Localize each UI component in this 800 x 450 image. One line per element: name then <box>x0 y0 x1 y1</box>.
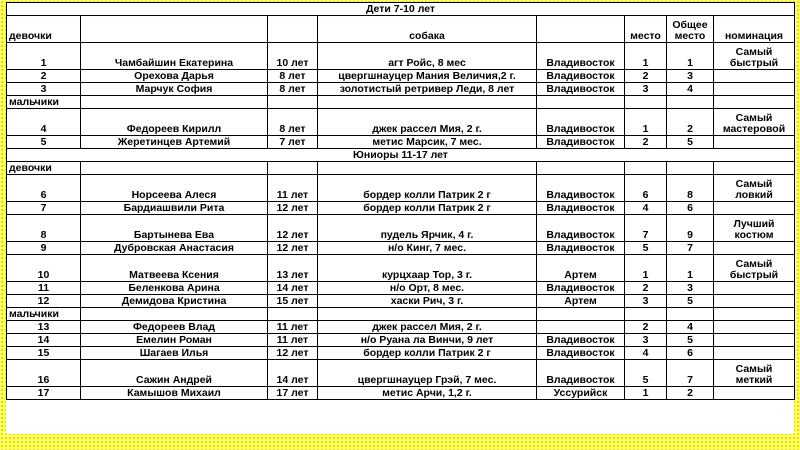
col-name: Демидова Кристина <box>81 295 268 308</box>
col-overall-place <box>667 96 714 109</box>
col-number: 6 <box>7 175 81 202</box>
col-nomination: Лучший костюм <box>714 215 795 242</box>
col-dog: джек рассел Мия, 2 г. <box>318 109 537 136</box>
col-place: 1 <box>625 387 667 400</box>
table-row <box>7 360 795 387</box>
col-overall-place: 3 <box>667 70 714 83</box>
col-city <box>537 96 625 109</box>
col-name: Камышов Михаил <box>81 387 268 400</box>
section-header-row <box>7 3 795 16</box>
col-number: 5 <box>7 136 81 149</box>
col-number: мальчики <box>7 308 81 321</box>
col-overall-place: 5 <box>667 136 714 149</box>
col-name: Бартынева Ева <box>81 215 268 242</box>
section-title: Юниоры 11-17 лет <box>7 149 795 162</box>
col-overall-place: 4 <box>667 321 714 334</box>
col-city: Артем <box>537 295 625 308</box>
col-name: Жеретинцев Артемий <box>81 136 268 149</box>
col-age: 11 лет <box>268 321 318 334</box>
col-city: Владивосток <box>537 282 625 295</box>
col-age: 13 лет <box>268 255 318 282</box>
col-place: 2 <box>625 282 667 295</box>
col-name: Федореев Влад <box>81 321 268 334</box>
col-place <box>625 162 667 175</box>
col-dog: бордер колли Патрик 2 г <box>318 202 537 215</box>
col-overall-place: 1 <box>667 255 714 282</box>
table-row <box>7 242 795 255</box>
table-row <box>7 347 795 360</box>
col-nomination <box>714 347 795 360</box>
col-number: 4 <box>7 109 81 136</box>
col-city: Владивосток <box>537 347 625 360</box>
col-number: 13 <box>7 321 81 334</box>
col-age: 12 лет <box>268 202 318 215</box>
col-number: 16 <box>7 360 81 387</box>
col-dog: хаски Рич, 3 г. <box>318 295 537 308</box>
table-row <box>7 255 795 282</box>
col-number: девочки <box>7 16 81 43</box>
col-dog: курцхаар Тор, 3 г. <box>318 255 537 282</box>
col-city: Владивосток <box>537 43 625 70</box>
col-place: 4 <box>625 202 667 215</box>
col-dog: золотистый ретривер Леди, 8 лет <box>318 83 537 96</box>
col-name: Матвеева Ксения <box>81 255 268 282</box>
col-dog: агт Ройс, 8 мес <box>318 43 537 70</box>
col-dog: джек рассел Мия, 2 г. <box>318 321 537 334</box>
col-age <box>268 308 318 321</box>
section-title: Дети 7-10 лет <box>7 3 795 16</box>
col-place: место <box>625 16 667 43</box>
col-place: 3 <box>625 295 667 308</box>
table-row <box>7 109 795 136</box>
col-dog: метис Арчи, 1,2 г. <box>318 387 537 400</box>
col-place: 3 <box>625 83 667 96</box>
col-place: 1 <box>625 109 667 136</box>
col-age: 11 лет <box>268 175 318 202</box>
col-overall-place: 3 <box>667 282 714 295</box>
col-nomination: номинация <box>714 16 795 43</box>
col-nomination <box>714 162 795 175</box>
col-name: Орехова Дарья <box>81 70 268 83</box>
col-number: 2 <box>7 70 81 83</box>
col-dog: пудель Ярчик, 4 г. <box>318 215 537 242</box>
col-city: Владивосток <box>537 70 625 83</box>
col-city <box>537 162 625 175</box>
col-nomination <box>714 295 795 308</box>
col-city: Уссурийск <box>537 387 625 400</box>
col-name: Дубровская Анастасия <box>81 242 268 255</box>
col-city <box>537 321 625 334</box>
col-age: 8 лет <box>268 109 318 136</box>
col-dog: н/о Кинг, 7 мес. <box>318 242 537 255</box>
col-nomination: Самый мастеровой <box>714 109 795 136</box>
col-nomination: Самый ловкий <box>714 175 795 202</box>
col-age: 12 лет <box>268 347 318 360</box>
col-overall-place: 6 <box>667 347 714 360</box>
col-nomination: Самый быстрый <box>714 43 795 70</box>
col-age: 8 лет <box>268 70 318 83</box>
group-label-row <box>7 162 795 175</box>
section-header-row <box>7 149 795 162</box>
col-city: Владивосток <box>537 242 625 255</box>
col-nomination: Самый меткий <box>714 360 795 387</box>
col-nomination <box>714 202 795 215</box>
col-nomination <box>714 387 795 400</box>
col-dog: бордер колли Патрик 2 г <box>318 347 537 360</box>
col-number: 1 <box>7 43 81 70</box>
col-nomination <box>714 136 795 149</box>
col-dog: н/о Руана ла Винчи, 9 лет <box>318 334 537 347</box>
table-row <box>7 43 795 70</box>
col-age: 11 лет <box>268 334 318 347</box>
col-number: 17 <box>7 387 81 400</box>
col-place: 6 <box>625 175 667 202</box>
col-place <box>625 308 667 321</box>
table-row <box>7 202 795 215</box>
group-label-row <box>7 308 795 321</box>
column-header-row <box>7 16 795 43</box>
col-dog: собака <box>318 16 537 43</box>
col-city <box>537 308 625 321</box>
col-overall-place: 8 <box>667 175 714 202</box>
col-overall-place <box>667 308 714 321</box>
results-table-body <box>7 3 795 400</box>
col-number: 12 <box>7 295 81 308</box>
table-row <box>7 321 795 334</box>
col-number: девочки <box>7 162 81 175</box>
col-age: 12 лет <box>268 242 318 255</box>
results-table <box>6 2 795 400</box>
col-place: 5 <box>625 360 667 387</box>
col-name: Бардиашвили Рита <box>81 202 268 215</box>
col-dog: цвергшнауцер Мания Величия,2 г. <box>318 70 537 83</box>
col-city: Владивосток <box>537 202 625 215</box>
col-number: 11 <box>7 282 81 295</box>
col-place: 5 <box>625 242 667 255</box>
col-number: 3 <box>7 83 81 96</box>
col-age: 8 лет <box>268 83 318 96</box>
col-place: 2 <box>625 70 667 83</box>
table-row <box>7 282 795 295</box>
col-place: 1 <box>625 255 667 282</box>
col-overall-place: Общее место <box>667 16 714 43</box>
col-dog: бордер колли Патрик 2 г <box>318 175 537 202</box>
col-city: Владивосток <box>537 109 625 136</box>
col-nomination <box>714 242 795 255</box>
col-nomination <box>714 334 795 347</box>
col-overall-place: 7 <box>667 360 714 387</box>
col-dog: цвергшнауцер Грэй, 7 мес. <box>318 360 537 387</box>
col-place: 3 <box>625 334 667 347</box>
col-name: Федореев Кирилл <box>81 109 268 136</box>
col-name <box>81 16 268 43</box>
col-age: 7 лет <box>268 136 318 149</box>
table-row <box>7 295 795 308</box>
group-label-row <box>7 96 795 109</box>
col-number: 9 <box>7 242 81 255</box>
col-name: Беленкова Арина <box>81 282 268 295</box>
col-age <box>268 162 318 175</box>
col-dog <box>318 96 537 109</box>
col-number: мальчики <box>7 96 81 109</box>
table-row <box>7 387 795 400</box>
col-nomination <box>714 70 795 83</box>
col-overall-place: 2 <box>667 109 714 136</box>
col-dog <box>318 308 537 321</box>
col-number: 10 <box>7 255 81 282</box>
col-city: Владивосток <box>537 360 625 387</box>
table-row <box>7 334 795 347</box>
col-city: Артем <box>537 255 625 282</box>
col-overall-place: 4 <box>667 83 714 96</box>
col-name: Сажин Андрей <box>81 360 268 387</box>
col-age: 15 лет <box>268 295 318 308</box>
col-age: 14 лет <box>268 282 318 295</box>
col-city: Владивосток <box>537 215 625 242</box>
col-age <box>268 96 318 109</box>
col-overall-place: 5 <box>667 295 714 308</box>
col-number: 14 <box>7 334 81 347</box>
col-number: 8 <box>7 215 81 242</box>
col-place: 4 <box>625 347 667 360</box>
col-place: 2 <box>625 321 667 334</box>
results-sheet <box>6 2 794 434</box>
col-name <box>81 162 268 175</box>
col-city: Владивосток <box>537 175 625 202</box>
col-dog <box>318 162 537 175</box>
table-row <box>7 175 795 202</box>
col-city <box>537 16 625 43</box>
col-age: 14 лет <box>268 360 318 387</box>
col-age: 12 лет <box>268 215 318 242</box>
col-name <box>81 96 268 109</box>
col-overall-place <box>667 162 714 175</box>
col-nomination: Самый быстрый <box>714 255 795 282</box>
col-city: Владивосток <box>537 83 625 96</box>
col-place: 7 <box>625 215 667 242</box>
col-place <box>625 96 667 109</box>
col-overall-place: 6 <box>667 202 714 215</box>
col-overall-place: 5 <box>667 334 714 347</box>
col-place: 1 <box>625 43 667 70</box>
col-overall-place: 1 <box>667 43 714 70</box>
col-name: Шагаев Илья <box>81 347 268 360</box>
col-number: 15 <box>7 347 81 360</box>
col-name: Марчук София <box>81 83 268 96</box>
col-name <box>81 308 268 321</box>
col-dog: метис Марсик, 7 мес. <box>318 136 537 149</box>
table-row <box>7 70 795 83</box>
col-dog: н/о Орт, 8 мес. <box>318 282 537 295</box>
col-overall-place: 7 <box>667 242 714 255</box>
col-age: 17 лет <box>268 387 318 400</box>
col-place: 2 <box>625 136 667 149</box>
col-number: 7 <box>7 202 81 215</box>
col-nomination <box>714 282 795 295</box>
table-row <box>7 136 795 149</box>
col-overall-place: 9 <box>667 215 714 242</box>
col-nomination <box>714 83 795 96</box>
col-nomination <box>714 308 795 321</box>
table-row <box>7 215 795 242</box>
col-nomination <box>714 96 795 109</box>
col-city: Владивосток <box>537 334 625 347</box>
col-overall-place: 2 <box>667 387 714 400</box>
col-nomination <box>714 321 795 334</box>
col-age: 10 лет <box>268 43 318 70</box>
col-name: Норсеева Алеся <box>81 175 268 202</box>
table-row <box>7 83 795 96</box>
col-city: Владивосток <box>537 136 625 149</box>
col-name: Чамбайшин Екатерина <box>81 43 268 70</box>
col-age <box>268 16 318 43</box>
col-name: Емелин Роман <box>81 334 268 347</box>
